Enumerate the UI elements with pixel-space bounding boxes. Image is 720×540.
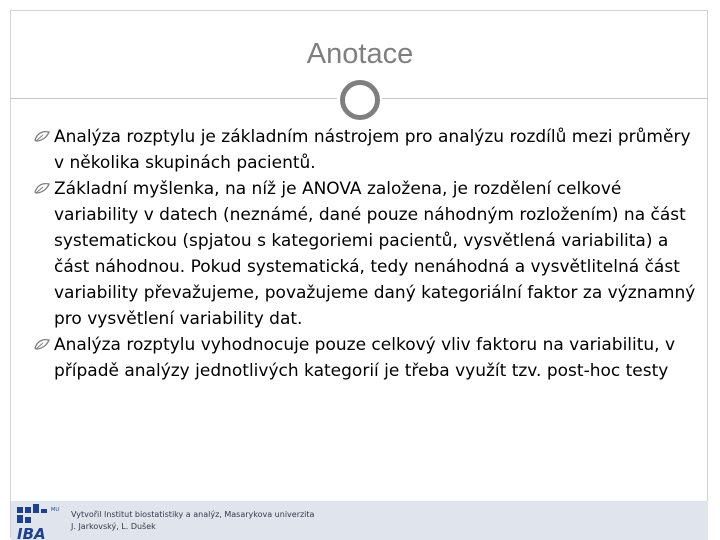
footer-bar: [11, 501, 708, 540]
bullet-list: [34, 124, 696, 384]
leaf-bullet-icon: [34, 176, 52, 202]
slide-title: Anotace: [306, 38, 414, 70]
bullet-item: [34, 332, 696, 384]
bullet-item: [34, 124, 696, 176]
bullet-item: [34, 176, 696, 332]
bullet-text: Analýza rozptylu vyhodnocuje pouze celkový vliv faktoru na variabilitu, v případě analýzy jednotlivých kategorií je třeba využít tzv. post-hoc testy: [54, 335, 676, 381]
iba-logo: [15, 503, 59, 540]
footer-institution: Vytvořil Institut biostatistiky a analýz, Masarykova univerzita: [71, 510, 315, 519]
bullet-text: Základní myšlenka, na níž je ANOVA založena, je rozdělení celkové variability v datech (neznámé, dané pouze náhodným rozložením) na část systematickou (spjatou s kategoriemi pacientů, vysvětlená variabilita) a část náhodnou. Pokud systematická, tedy nenáhodná a vysvětlitelná část variability převažujeme, považujeme daný kategoriální faktor za významný pro vysvětlení variability dat.: [54, 179, 696, 329]
title-divider-right: [382, 98, 708, 99]
footer-credits: [71, 509, 314, 533]
leaf-bullet-icon: [34, 124, 52, 150]
ring-ornament-icon: [340, 80, 380, 120]
footer-authors: J. Jarkovský, L. Dušek: [71, 522, 156, 531]
svg-text:IBA: IBA: [17, 525, 46, 540]
title-divider-left: [11, 98, 337, 99]
leaf-bullet-icon: [34, 332, 52, 358]
bullet-text: Analýza rozptylu je základním nástrojem pro analýzu rozdílů mezi průměry v několika skupinách pacientů.: [54, 127, 691, 173]
svg-text:MU: MU: [51, 507, 59, 513]
